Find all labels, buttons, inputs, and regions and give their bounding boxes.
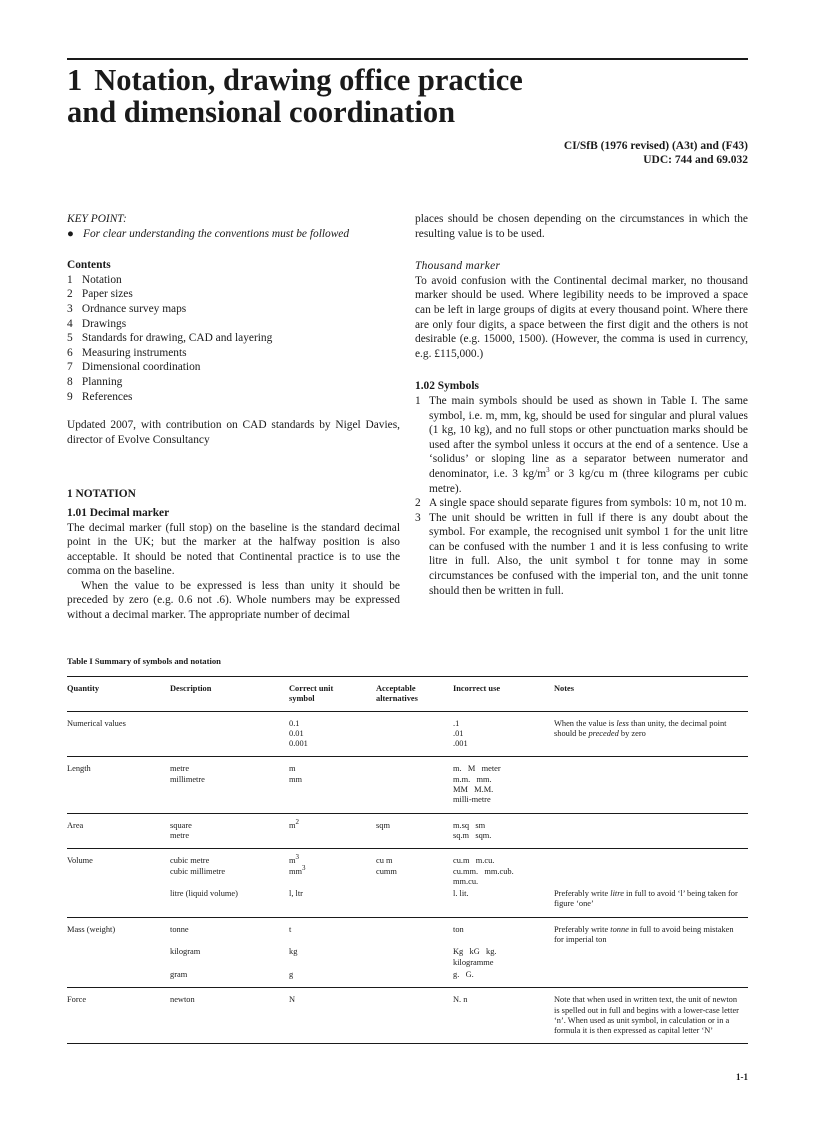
contents-item: 7 Dimensional coordination xyxy=(67,361,201,374)
contents-item: 8 Planning xyxy=(67,375,123,388)
table-row: Mass (weight) tonne t ton Preferably write tonne in full to avoid being mistaken for imperial ton xyxy=(67,924,734,945)
cisfb-code: CI/SfB (1976 revised) (A3t) and (F43) xyxy=(563,140,748,152)
group-length xyxy=(67,757,748,813)
symbols-list-item: 3 The unit should be written in full if there is any doubt about the symbol. For example, the recognised unit symbol 1 for the unit litre can be confused with the number 1 and it is less confusing to write litre in full. Also, the unit symbol t for tonne may in some circumstances be confused with the imperial ton, and the unit tonne should then be written in full. xyxy=(415,511,748,597)
table-row: kilogram kg Kg kG kg. kilogramme xyxy=(170,947,497,967)
decimal-paragraph-1: The decimal marker (full stop) on the baseline is the standard decimal point in the UK; but the marker at the halfway position is also acceptable. It should be noted that Continental practice is to use the comma on the baseline. xyxy=(67,521,400,578)
table-header-row xyxy=(67,677,748,712)
symbols-list-item: 2 A single space should separate figures from symbols: 10 m, not 10 m. xyxy=(415,497,747,510)
right-column xyxy=(415,212,748,598)
contents-item: 9 References xyxy=(67,390,133,403)
chapter-number: 1 xyxy=(67,63,83,97)
contents-item: 6 Measuring instruments xyxy=(67,346,187,359)
header-notes: Notes xyxy=(554,684,575,693)
chapter-title xyxy=(67,64,748,128)
title-line-1: Notation, drawing office practice xyxy=(94,63,523,97)
thousand-marker-paragraph: To avoid confusion with the Continental decimal marker, no thousand marker should be used. Where legibility needs to be improved a space can be left in large groups of digits at every thousand point. Where there are only four digits, a space between the first digit and the others is not desirable (e.g. 15000, 1500). (However, the comma is used in currency, e.g. £115,000.) xyxy=(415,274,748,360)
group-mass xyxy=(67,917,748,987)
page-number: 1-1 xyxy=(736,1072,748,1082)
symbols-list-item: 1 The main symbols should be used as shown in Table I. The same symbol, i.e. m, mm, kg, should be used for singular and plural values (1 kg, 10 kg), and no full stops or other punctuation marks should be used after the symbol unless it occurs at the end of a sentence. Use a ‘solidus’ or sloping line as a separator between numerator and denominator, i.e. 3 $kg/m^3$ or 3 kg/cu m (three kilograms per cubic metre). xyxy=(415,394,748,495)
contents-item: 5 Standards for drawing, CAD and layering xyxy=(67,332,273,345)
classification-block xyxy=(480,139,748,167)
header-incorrect: Incorrect use xyxy=(453,684,501,693)
contents-title: Contents xyxy=(67,259,111,272)
key-point-label: KEY POINT: xyxy=(67,213,127,225)
group-numerical xyxy=(67,711,748,757)
contents-item: 4 Drawings xyxy=(67,317,127,330)
contents-list xyxy=(67,273,400,404)
header-correct: Correct unit symbol xyxy=(289,684,334,704)
title-line-2: and dimensional coordination xyxy=(67,95,456,129)
section-heading: 1 NOTATION xyxy=(67,488,136,501)
left-column xyxy=(67,212,400,623)
symbols-table xyxy=(67,676,748,1044)
table-row: Area square metre $m^2$ sqm m.sq sm sq.m sqm. xyxy=(67,817,492,840)
bullet-icon: ● xyxy=(67,227,74,240)
thousand-marker-heading: Thousand marker xyxy=(415,260,501,273)
symbols-heading: 1.02 Symbols xyxy=(415,380,479,393)
top-rule xyxy=(67,58,748,60)
group-volume xyxy=(67,849,748,917)
table-caption: Table I Summary of symbols and notation xyxy=(67,656,221,666)
subsection-heading: 1.01 Decimal marker xyxy=(67,506,170,519)
decimal-paragraph-continued: places should be chosen depending on the circumstances in which the resulting value is to be used. xyxy=(415,213,748,240)
group-force xyxy=(67,988,748,1044)
table-row: gram g g. G. xyxy=(170,969,474,979)
contents-item: 2 Paper sizes xyxy=(67,288,133,301)
table-row: Volume cubic metre cubic millimetre $m^3$ $mm^3$ cu m cumm cu.m m.cu. cu.mm. mm.cub. mm.cu. xyxy=(67,853,514,886)
key-point-item xyxy=(67,227,400,242)
header-description: Description xyxy=(170,684,212,693)
table-row: Force newton N N. n Note that when used in written text, the unit of newton is spelled out in full and begins with a lower-case letter ‘n’. When used as unit symbol, in calculation or in a formula it is then expressed as capital letter ‘N’ xyxy=(67,995,739,1036)
contents-item: 3 Ordnance survey maps xyxy=(67,302,187,315)
contents-item: 1 Notation xyxy=(67,273,122,286)
header-acceptable: Acceptable alternatives xyxy=(376,684,418,704)
table-row: litre (liquid volume) l, ltr l. lit. Preferably write litre in full to avoid ‘l’ being taken for figure ‘one’ xyxy=(170,889,738,909)
decimal-paragraph-2: When the value to be expressed is less than unity it should be preceded by zero (e.g. 0.6 not .6). Whole numbers may be expressed without a decimal marker. The appropriate number of decimal xyxy=(67,579,400,622)
udc-code: UDC: 744 and 69.032 xyxy=(643,154,748,166)
header-quantity: Quantity xyxy=(67,684,100,693)
group-area xyxy=(67,813,748,849)
key-point-text: For clear understanding the conventions must be followed xyxy=(83,227,350,240)
symbols-list xyxy=(415,394,748,598)
table-row: Numerical values 0.1 0.01 0.001 .1 .01 .001 When the value is less than unity, the decimal point should be preceded by zero xyxy=(67,718,727,749)
table-row: Length metre millimetre m mm m. M meter m.m. mm. MM M.M. milli-metre xyxy=(67,764,501,805)
update-note: Updated 2007, with contribution on CAD standards by Nigel Davies, director of Evolve Consultancy xyxy=(67,419,400,446)
